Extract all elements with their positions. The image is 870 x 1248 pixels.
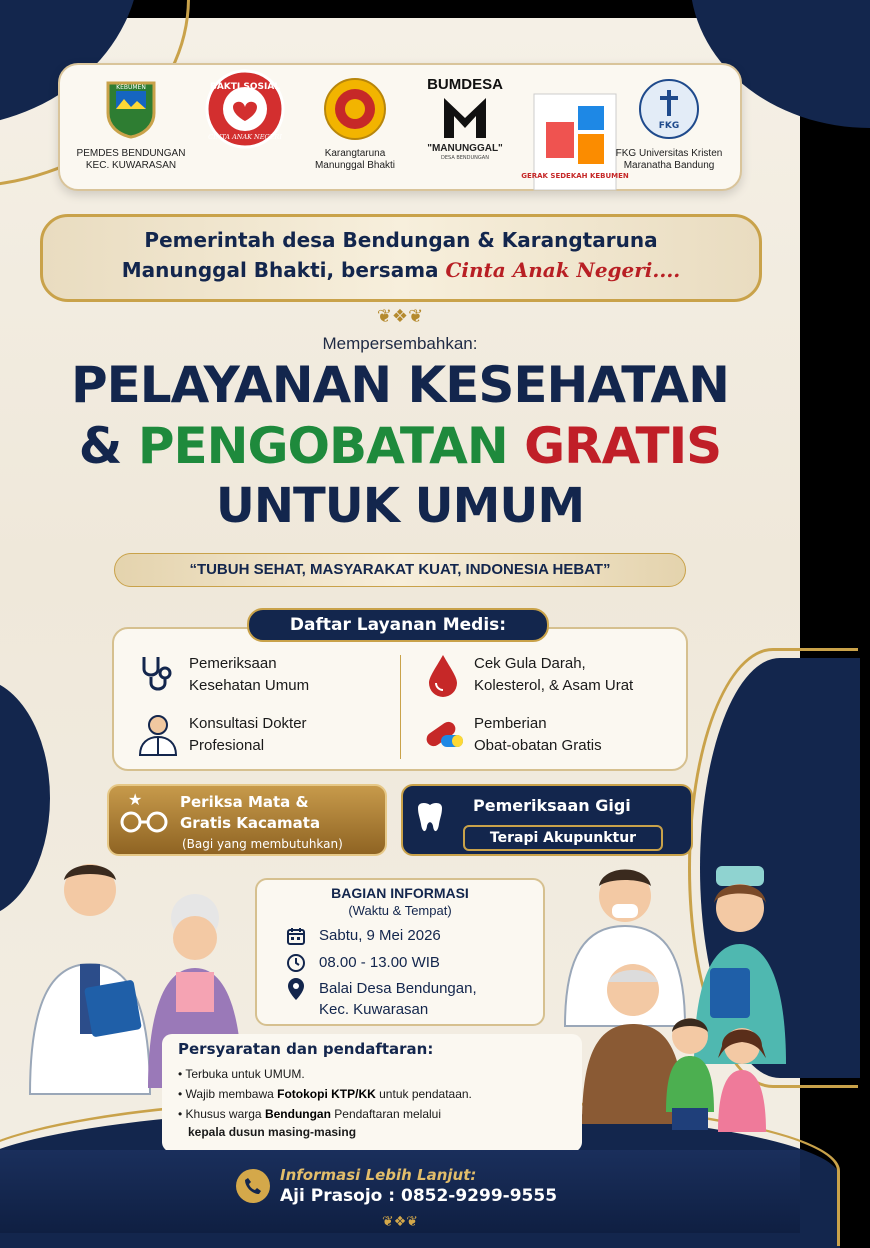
title-line-2: & PENGOBATAN GRATIS <box>78 417 722 475</box>
logo-fkg-caption: FKG Universitas Kristen Maranatha Bandung <box>615 148 723 171</box>
acupuncture-pill: Terapi Akupunktur <box>463 825 663 851</box>
requirements-title: Persyaratan dan pendaftaran: <box>178 1040 434 1058</box>
tooth-icon <box>414 800 446 840</box>
logo-karangtaruna-caption: Karangtaruna Manunggal Bhakti <box>314 148 396 171</box>
calendar-icon <box>283 925 309 947</box>
ornament-bottom-icon: ❦❖❦ <box>381 1214 418 1230</box>
service-text: Pemberian <box>474 715 547 732</box>
service-text: Cek Gula Darah, <box>474 655 586 672</box>
service-item-free-medicine <box>420 712 674 758</box>
pemdes-emblem-icon <box>98 76 164 142</box>
cinta-anak-negeri: Cinta Anak Negeri.... <box>445 258 681 282</box>
glasses-icon <box>118 810 170 836</box>
clock-icon <box>283 952 309 974</box>
info-time-row <box>283 952 440 974</box>
logo-bakti-sosial <box>190 76 300 142</box>
bumdesa-sub: DESA BENDUNGAN <box>441 154 489 161</box>
organizer-line-2: Manunggal Bhakti, bersama Cinta Anak Negeri.... <box>121 258 681 282</box>
services-title: Daftar Layanan Medis: <box>247 608 549 642</box>
logo-karangtaruna <box>300 76 410 171</box>
service-item-doctor-consult <box>135 712 389 758</box>
karangtaruna-emblem-icon <box>322 76 388 142</box>
phone-icon <box>236 1169 270 1203</box>
girl-illustration <box>712 1022 772 1136</box>
svg-text:KEBUMEN: KEBUMEN <box>116 84 146 91</box>
info-date-row <box>283 925 441 947</box>
eye-card-note: (Bagi yang membutuhkan) <box>182 837 343 851</box>
logo-bumdesa-caption: "MANUNGGAL" <box>427 143 503 154</box>
blood-drop-icon <box>420 652 466 698</box>
service-text: Konsultasi Dokter <box>189 715 307 732</box>
pill-icon <box>420 712 466 758</box>
info-place: Balai Desa Bendungan, Kec. Kuwarasan <box>319 980 477 1018</box>
service-text: Obat-obatan Gratis <box>474 737 602 754</box>
bakti-sosial-emblem-icon <box>208 76 282 142</box>
svg-text:GERAK SEDEKAH KEBUMEN: GERAK SEDEKAH KEBUMEN <box>521 172 629 180</box>
requirement-item-1: • Terbuka untuk UMUM. <box>178 1067 305 1081</box>
service-text: Profesional <box>189 737 265 754</box>
ornament-divider-icon: ❦❖❦ <box>376 306 424 327</box>
title-line-1: PELAYANAN KESEHATAN <box>71 356 729 414</box>
title-line-3: UNTUK UMUM <box>215 478 585 534</box>
service-item-general-checkup <box>135 652 389 698</box>
contact-label: Informasi Lebih Lanjut: <box>280 1166 477 1184</box>
logo-pemdes <box>76 76 186 171</box>
info-date: Sabtu, 9 Mei 2026 <box>319 927 441 944</box>
contact-value: Aji Prasojo : 0852-9299-9555 <box>280 1186 558 1206</box>
presents-label: Mempersembahkan: <box>322 334 478 353</box>
location-pin-icon <box>283 978 309 1000</box>
eye-card-line-2: Gratis Kacamata <box>180 814 321 832</box>
svg-text:CINTA ANAK NEGERI: CINTA ANAK NEGERI <box>208 133 282 141</box>
gerak-sedekah-emblem-icon <box>521 92 629 192</box>
stethoscope-icon <box>135 652 181 698</box>
info-place-row <box>283 978 477 1020</box>
svg-text:BAKTI SOSIAL: BAKTI SOSIAL <box>209 82 281 92</box>
organizer-banner <box>40 214 762 302</box>
star-icon: ★ <box>128 790 143 809</box>
service-text: Pemeriksaan <box>189 655 277 672</box>
logo-bumdesa <box>410 76 520 161</box>
logo-pemdes-caption: PEMDES BENDUNGAN KEC. KUWARASAN <box>76 148 186 171</box>
organizer-line-1: Pemerintah desa Bendungan & Karangtaruna <box>144 228 658 252</box>
fkg-emblem-icon <box>636 76 702 142</box>
info-subheading: (Waktu & Tempat) <box>348 903 452 918</box>
bumdesa-emblem-icon <box>432 93 498 143</box>
requirement-item-3: • Khusus warga Bendungan Pendaftaran melalui <box>178 1107 442 1121</box>
dental-card-title: Pemeriksaan Gigi <box>473 796 631 815</box>
requirement-item-2: • Wajib membawa Fotokopi KTP/KK untuk pendataan. <box>178 1087 472 1101</box>
logo-fkg <box>614 76 724 171</box>
requirement-item-3-cont: kepala dusun masing-masing <box>188 1125 357 1139</box>
svg-text:FKG: FKG <box>658 121 680 131</box>
doctor-icon <box>135 712 181 758</box>
boy-illustration <box>660 1012 720 1136</box>
slogan: “TUBUH SEHAT, MASYARAKAT KUAT, INDONESIA HEBAT” <box>114 553 686 587</box>
info-heading: BAGIAN INFORMASI <box>331 885 469 901</box>
doctor-illustration <box>20 854 160 1098</box>
service-item-blood-check <box>420 652 694 698</box>
info-time: 08.00 - 13.00 WIB <box>319 954 440 971</box>
poster <box>0 18 800 1233</box>
services-divider <box>400 655 401 759</box>
service-text: Kesehatan Umum <box>189 677 310 694</box>
service-text: Kolesterol, & Asam Urat <box>474 677 634 694</box>
bumdesa-title: BUMDESA <box>427 76 503 93</box>
eye-card-line-1: Periksa Mata & <box>180 793 309 811</box>
